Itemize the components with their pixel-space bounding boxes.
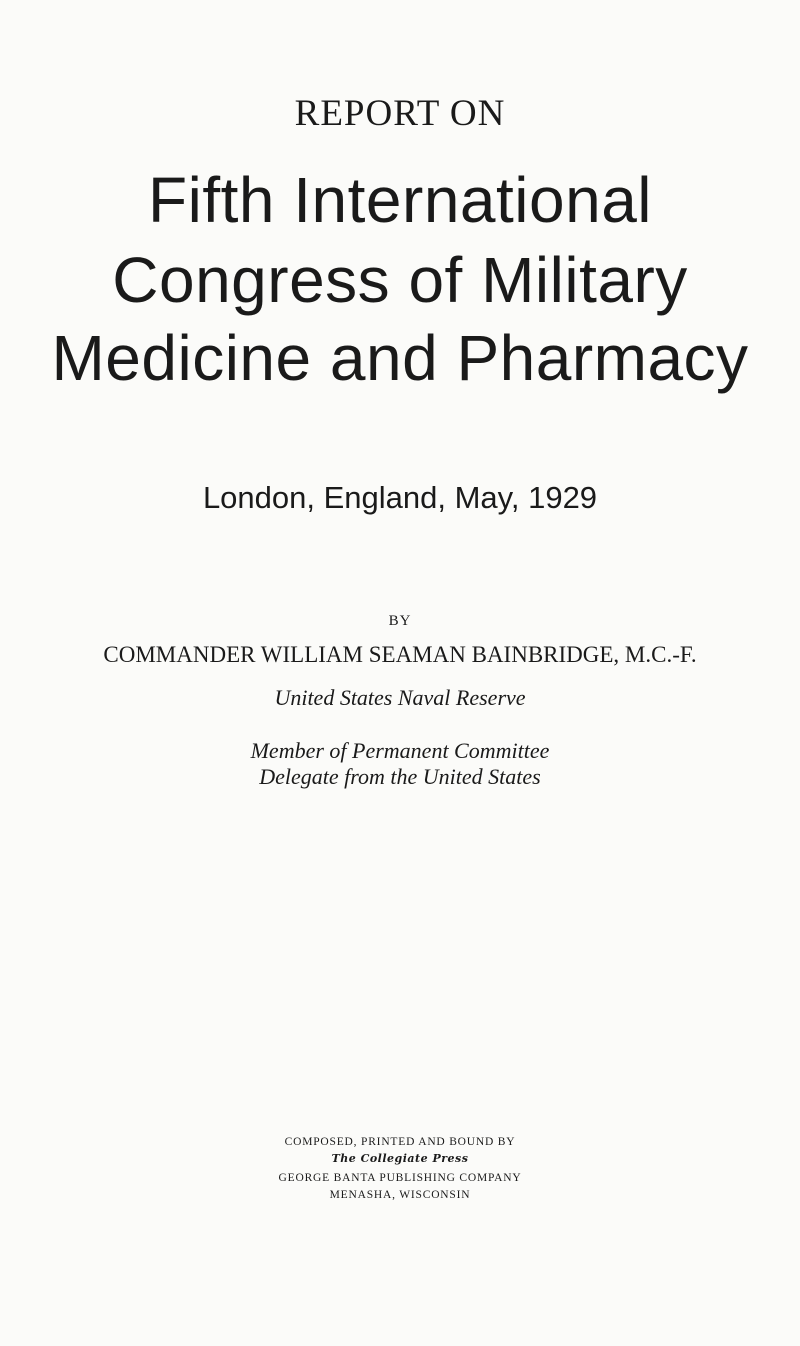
- author-role-delegate: Delegate from the United States: [259, 764, 541, 789]
- imprint-location: MENASHA, WISCONSIN: [329, 1189, 471, 1201]
- imprint-composed-by: COMPOSED, PRINTED AND BOUND BY: [284, 1136, 516, 1148]
- author-role-committee: Member of Permanent Committee: [250, 738, 550, 763]
- title-line-1: Fifth International: [148, 164, 652, 236]
- imprint-press-name: The Collegiate Press: [331, 1152, 469, 1165]
- author-name: COMMANDER WILLIAM SEAMAN BAINBRIDGE, M.C.-F.: [103, 642, 697, 667]
- title-line-2: Congress of Military: [112, 244, 688, 316]
- title-line-3: Medicine and Pharmacy: [51, 322, 749, 394]
- author-service: United States Naval Reserve: [274, 685, 526, 710]
- by-label: BY: [388, 613, 412, 629]
- report-heading: REPORT ON: [294, 93, 506, 134]
- imprint-publisher: GEORGE BANTA PUBLISHING COMPANY: [278, 1172, 522, 1184]
- place-and-date: London, England, May, 1929: [202, 480, 598, 515]
